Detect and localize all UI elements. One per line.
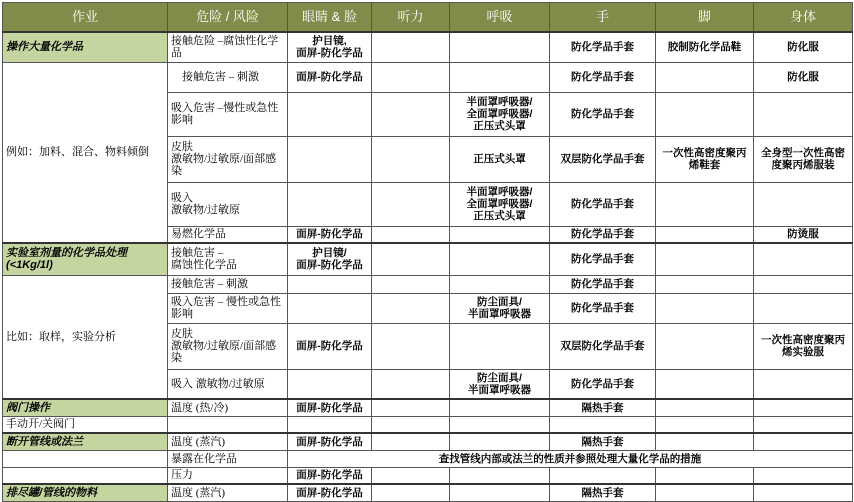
hand-cell: 防化学品手套 — [550, 92, 656, 136]
body-cell: 全身型一次性高密度聚丙烯服装 — [754, 136, 853, 182]
header-foot: 脚 — [656, 3, 754, 33]
foot-cell — [656, 92, 754, 136]
activity-description: 手动开/关阀门 — [3, 416, 168, 433]
hearing-cell — [372, 369, 450, 399]
hearing-cell — [372, 243, 450, 275]
hazard-cell: 接触危害 – 刺激 — [168, 62, 288, 92]
body-cell — [754, 275, 853, 293]
activity-empty — [3, 450, 168, 467]
table-row — [3, 450, 853, 467]
header-hand: 手 — [550, 3, 656, 33]
respiratory-cell — [450, 467, 550, 484]
respiratory-cell — [450, 323, 550, 369]
eye-face-cell — [288, 136, 372, 182]
header-hazard: 危险 / 风险 — [168, 3, 288, 33]
body-cell: 防烫服 — [754, 226, 853, 243]
hearing-cell — [372, 32, 450, 62]
hearing-cell — [372, 275, 450, 293]
eye-face-cell: 面屏-防化学品 — [288, 399, 372, 416]
hand-cell: 防化学品手套 — [550, 275, 656, 293]
table-row — [3, 275, 853, 293]
hazard-cell: 接触危害 – 刺激 — [168, 275, 288, 293]
eye-face-cell: 面屏-防化学品 — [288, 467, 372, 484]
body-cell — [754, 399, 853, 416]
hazard-cell: 吸入危害 –慢性或急性影响 — [168, 92, 288, 136]
activity-description: 比如：取样，实验分析 — [3, 275, 168, 399]
header-activity: 作业 — [3, 3, 168, 33]
hazard-cell: 吸入 激敏物/过敏原 — [168, 182, 288, 226]
body-cell: 一次性高密度聚丙烯实验服 — [754, 323, 853, 369]
hand-cell: 隔热手套 — [550, 484, 656, 501]
hazard-cell: 温度 (热/冷) — [168, 399, 288, 416]
body-cell — [754, 467, 853, 484]
body-cell — [754, 293, 853, 323]
hazard-cell: 皮肤 激敏物/过敏原/面部感染 — [168, 323, 288, 369]
respiratory-cell: 防尘面具/ 半面罩呼吸器 — [450, 369, 550, 399]
body-cell: 防化服 — [754, 32, 853, 62]
empty-cell — [754, 416, 853, 433]
body-cell — [754, 182, 853, 226]
empty-cell — [450, 416, 550, 433]
foot-cell — [656, 182, 754, 226]
body-cell — [754, 243, 853, 275]
hearing-cell — [372, 62, 450, 92]
hazard-cell: 接触危害 – 腐蚀性化学品 — [168, 243, 288, 275]
hearing-cell — [372, 182, 450, 226]
body-cell — [754, 484, 853, 501]
respiratory-cell — [450, 275, 550, 293]
respiratory-cell — [450, 226, 550, 243]
hand-cell: 防化学品手套 — [550, 226, 656, 243]
foot-cell — [656, 275, 754, 293]
hazard-cell: 皮肤 激敏物/过敏原/面部感染 — [168, 136, 288, 182]
hearing-cell — [372, 467, 450, 484]
hazard-cell: 吸入 激敏物/过敏原 — [168, 369, 288, 399]
eye-face-cell: 面屏-防化学品 — [288, 433, 372, 450]
empty-cell — [372, 416, 450, 433]
hazard-cell: 暴露在化学品 — [168, 450, 288, 467]
eye-face-cell — [288, 293, 372, 323]
activity-description: 例如：加料、混合、物料倾倒 — [3, 62, 168, 243]
body-cell — [754, 92, 853, 136]
respiratory-cell — [450, 243, 550, 275]
hand-cell: 双层防化学品手套 — [550, 136, 656, 182]
respiratory-cell — [450, 32, 550, 62]
activity-empty — [3, 467, 168, 484]
hazard-cell: 易燃化学品 — [168, 226, 288, 243]
table-row — [3, 243, 853, 275]
hand-cell: 防化学品手套 — [550, 182, 656, 226]
hand-cell: 防化学品手套 — [550, 369, 656, 399]
eye-face-cell: 面屏-防化学品 — [288, 226, 372, 243]
activity-title: 排尽罐/管线的物料 — [3, 484, 168, 501]
respiratory-cell — [450, 484, 550, 501]
body-cell: 防化服 — [754, 62, 853, 92]
hazard-cell: 接触危险 –腐蚀性化学品 — [168, 32, 288, 62]
foot-cell — [656, 399, 754, 416]
hazard-cell: 吸入危害 – 慢性或急性影响 — [168, 293, 288, 323]
table-row — [3, 399, 853, 416]
respiratory-cell: 半面罩呼吸器/ 全面罩呼吸器/ 正压式头罩 — [450, 182, 550, 226]
activity-title: 操作大量化学品 — [3, 32, 168, 62]
table-row — [3, 467, 853, 484]
hand-cell: 防化学品手套 — [550, 293, 656, 323]
eye-face-cell: 面屏-防化学品 — [288, 62, 372, 92]
hearing-cell — [372, 433, 450, 450]
eye-face-cell: 护目镜, 面屏-防化学品 — [288, 32, 372, 62]
foot-cell — [656, 484, 754, 501]
table-row — [3, 62, 853, 92]
header-body: 身体 — [754, 3, 853, 33]
empty-cell — [550, 416, 656, 433]
foot-cell — [656, 293, 754, 323]
hearing-cell — [372, 323, 450, 369]
hearing-cell — [372, 136, 450, 182]
body-cell — [754, 369, 853, 399]
body-cell — [754, 433, 853, 450]
respiratory-cell: 正压式头罩 — [450, 136, 550, 182]
activity-title: 断开管线或法兰 — [3, 433, 168, 450]
ppe-matrix-table — [2, 2, 853, 502]
table-row — [3, 433, 853, 450]
hand-cell: 双层防化学品手套 — [550, 323, 656, 369]
hearing-cell — [372, 92, 450, 136]
hand-cell: 隔热手套 — [550, 399, 656, 416]
eye-face-cell — [288, 92, 372, 136]
eye-face-cell — [288, 182, 372, 226]
hand-cell: 防化学品手套 — [550, 32, 656, 62]
hand-cell: 隔热手套 — [550, 433, 656, 450]
foot-cell — [656, 369, 754, 399]
foot-cell — [656, 433, 754, 450]
header-row — [3, 3, 853, 33]
respiratory-cell: 防尘面具/ 半面罩呼吸器 — [450, 293, 550, 323]
hand-cell: 防化学品手套 — [550, 62, 656, 92]
header-hearing: 听力 — [372, 3, 450, 33]
respiratory-cell: 半面罩呼吸器/ 全面罩呼吸器/ 正压式头罩 — [450, 92, 550, 136]
table-row — [3, 32, 853, 62]
empty-cell — [656, 416, 754, 433]
header-eye-face: 眼睛 & 脸 — [288, 3, 372, 33]
empty-cell — [288, 416, 372, 433]
foot-cell: 胶制防化学品鞋 — [656, 32, 754, 62]
activity-title: 实验室剂量的化学品处理 (<1Kg/1l) — [3, 243, 168, 275]
hearing-cell — [372, 226, 450, 243]
foot-cell: 一次性高密度聚丙烯鞋套 — [656, 136, 754, 182]
table-row — [3, 416, 853, 433]
hearing-cell — [372, 293, 450, 323]
foot-cell — [656, 226, 754, 243]
hazard-cell: 压力 — [168, 467, 288, 484]
hand-cell — [550, 467, 656, 484]
foot-cell — [656, 62, 754, 92]
table-row — [3, 484, 853, 501]
ppe-table-body — [3, 32, 853, 501]
foot-cell — [656, 323, 754, 369]
header-respiratory: 呼吸 — [450, 3, 550, 33]
respiratory-cell — [450, 433, 550, 450]
foot-cell — [656, 243, 754, 275]
hearing-cell — [372, 484, 450, 501]
hearing-cell — [372, 399, 450, 416]
eye-face-cell: 面屏-防化学品 — [288, 323, 372, 369]
eye-face-cell: 护目镜/ 面屏-防化学品 — [288, 243, 372, 275]
eye-face-cell — [288, 275, 372, 293]
merged-measure-cell: 查找管线内部或法兰的性质并参照处理大量化学品的措施 — [288, 450, 853, 467]
hand-cell: 防化学品手套 — [550, 243, 656, 275]
respiratory-cell — [450, 62, 550, 92]
hazard-cell: 温度 (蒸汽) — [168, 433, 288, 450]
eye-face-cell — [288, 369, 372, 399]
foot-cell — [656, 467, 754, 484]
respiratory-cell — [450, 399, 550, 416]
hazard-cell: 温度 (蒸汽) — [168, 484, 288, 501]
eye-face-cell: 面屏-防化学品 — [288, 484, 372, 501]
empty-cell — [168, 416, 288, 433]
activity-title: 阀门操作 — [3, 399, 168, 416]
